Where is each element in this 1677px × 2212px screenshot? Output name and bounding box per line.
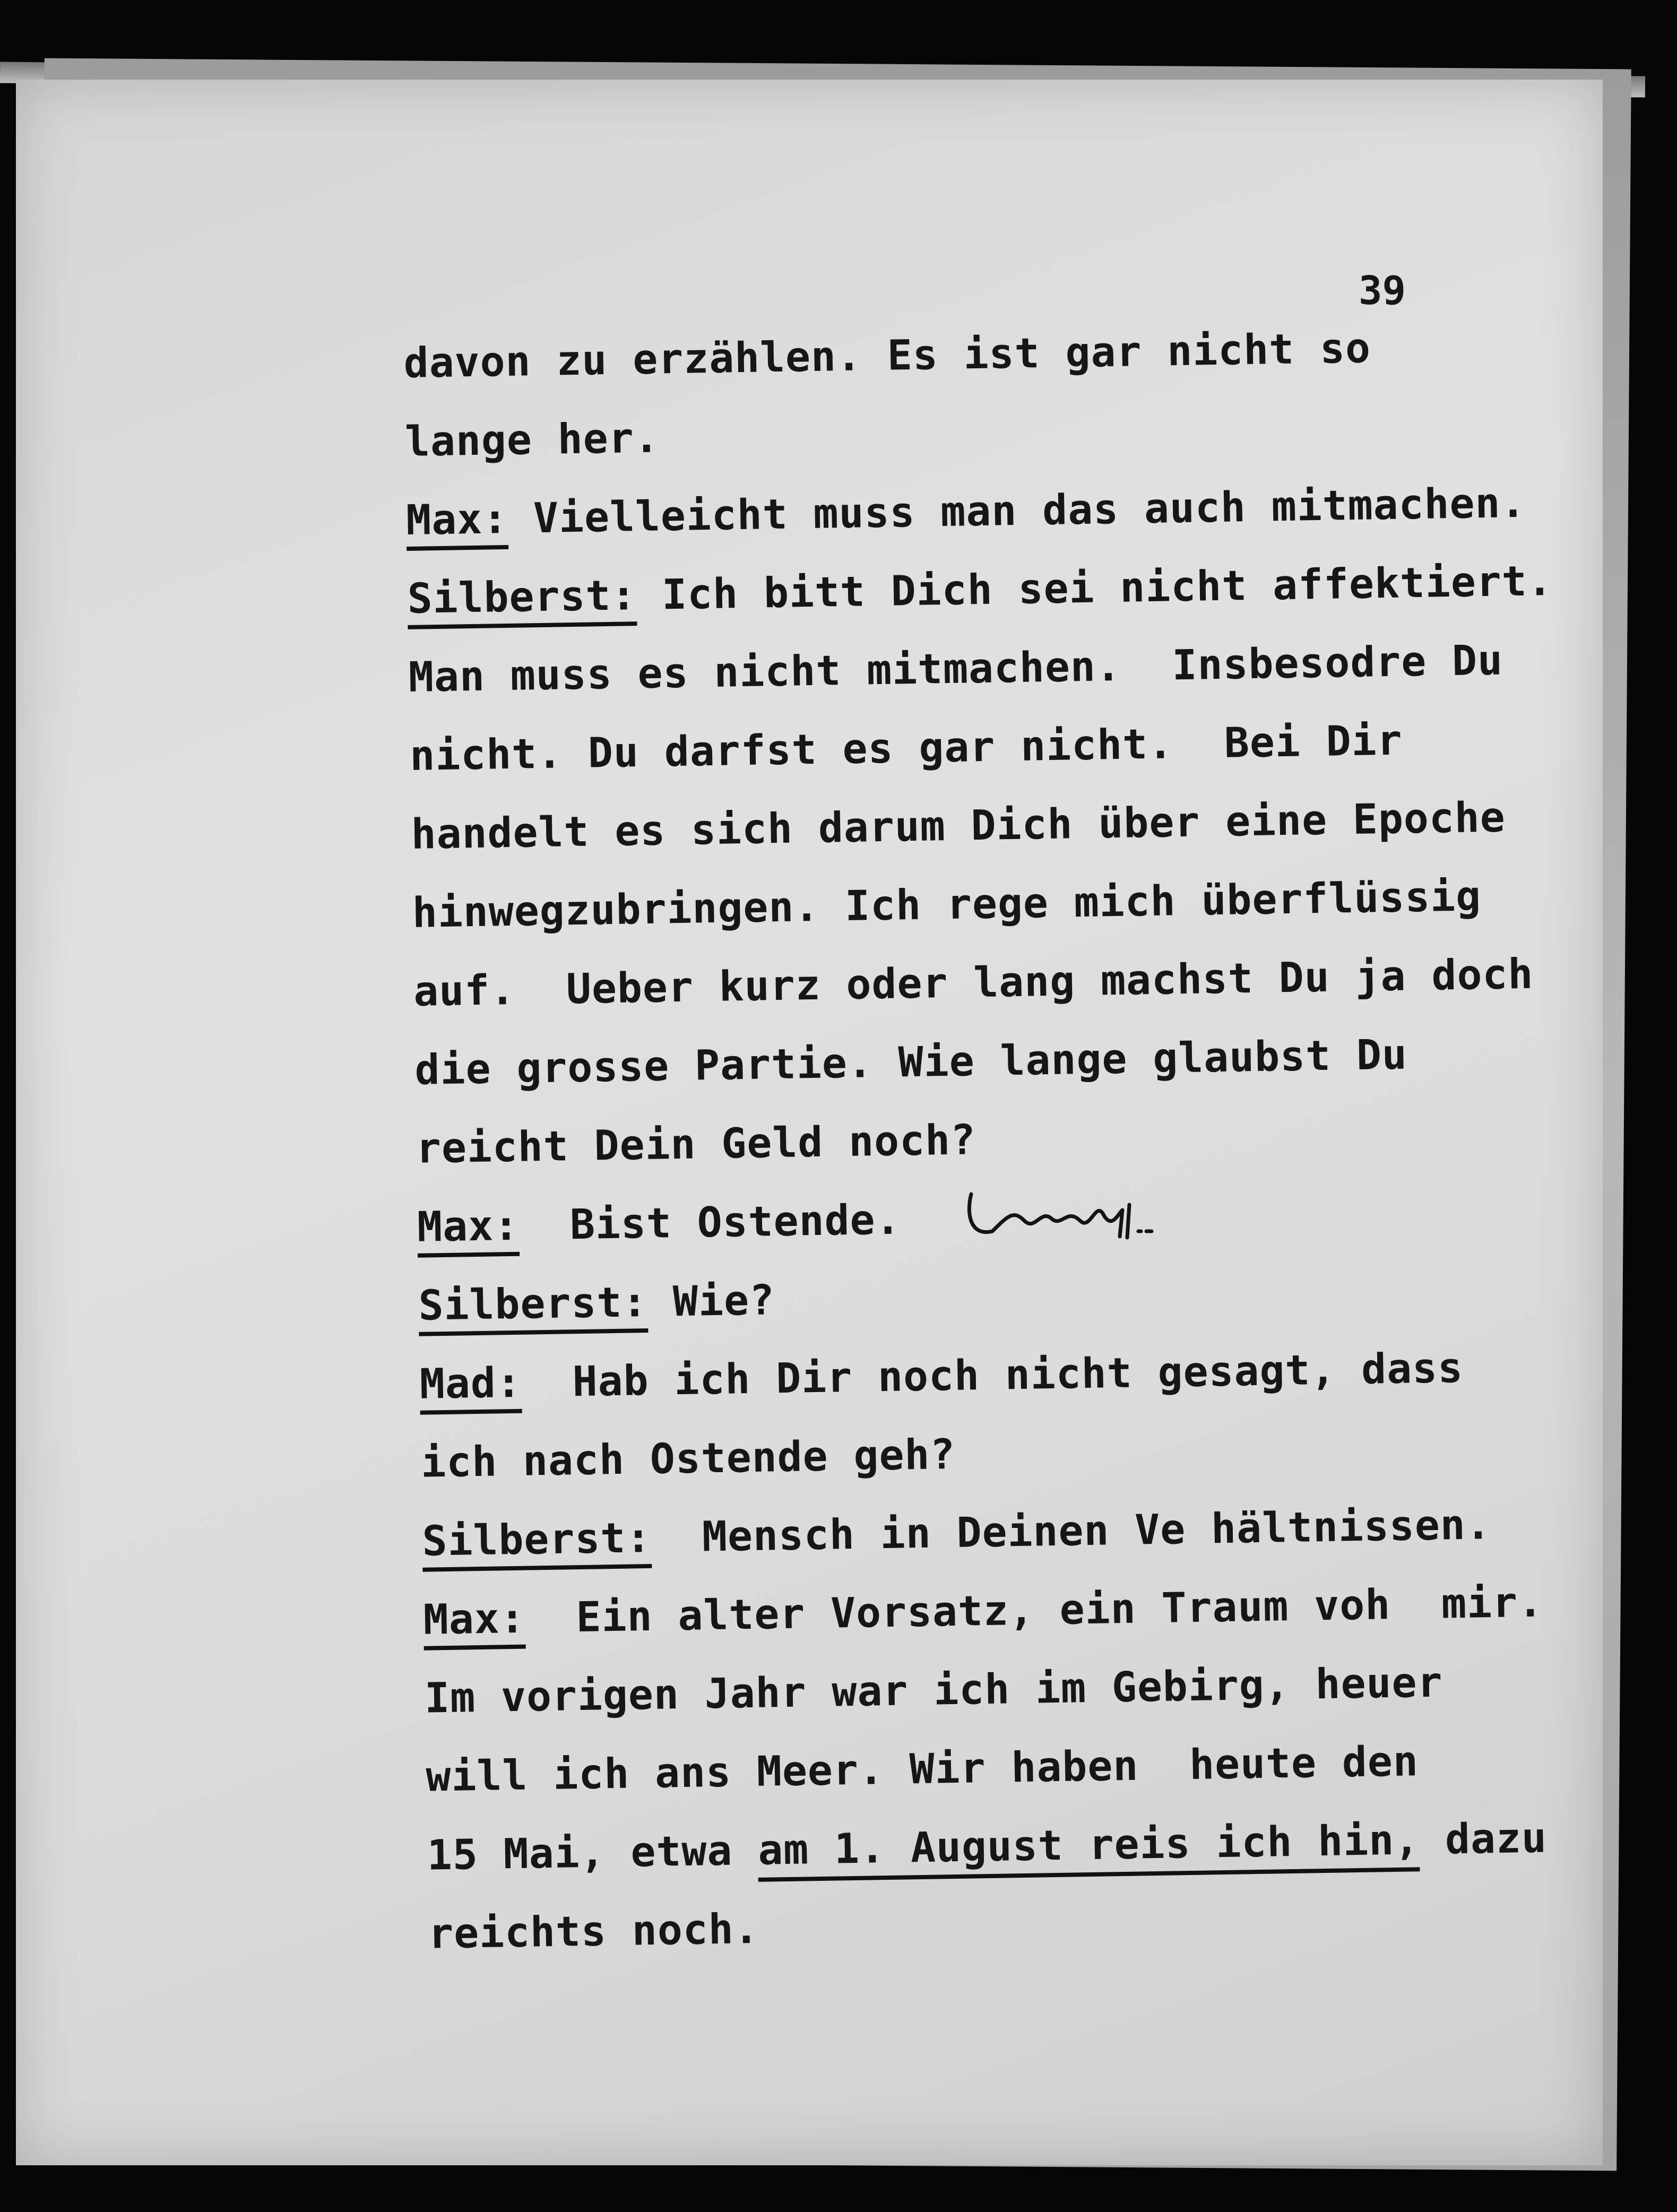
text-line: die grosse Partie. Wie lange glaubst Du bbox=[414, 1031, 1408, 1094]
text-line: Man muss es nicht mitmachen. Insbesodre Du bbox=[408, 636, 1503, 702]
speaker-label: Silberst: bbox=[407, 572, 637, 629]
underlined-phrase: am 1. August reis ich hin, bbox=[758, 1816, 1420, 1882]
text-line: hinwegzubringen. Ich rege mich überflüssig bbox=[412, 872, 1482, 937]
dialogue-line: Mad: Hab ich Dir noch nicht gesagt, dass bbox=[419, 1344, 1464, 1409]
speaker-label: Max: bbox=[417, 1202, 520, 1258]
text-line: Im vorigen Jahr war ich im Gebirg, heuer bbox=[424, 1658, 1443, 1723]
page-number: 39 bbox=[1359, 268, 1406, 314]
text-line: auf. Ueber kurz oder lang machst Du ja doch bbox=[413, 950, 1534, 1016]
dialogue-line: Silberst: Ich bitt Dich sei nicht affektiert. bbox=[407, 557, 1553, 623]
text-line: will ich ans Meer. Wir haben heute den bbox=[425, 1738, 1419, 1801]
text-line: handelt es sich darum Dich über eine Epoche bbox=[410, 793, 1506, 859]
text-line: reichts noch. bbox=[428, 1905, 760, 1958]
dialogue-line: Max: Ein alter Vorsatz, ein Traum voh mir. bbox=[423, 1579, 1543, 1644]
speaker-label: Max: bbox=[423, 1595, 525, 1651]
text-line: 15 Mai, etwa am 1. August reis ich hin, dazu bbox=[427, 1814, 1547, 1880]
text-line: reicht Dein Geld noch? bbox=[416, 1116, 976, 1173]
text-line: davon zu erzählen. Es ist gar nicht so bbox=[403, 324, 1371, 387]
text-line: ich nach Ostende geh? bbox=[420, 1430, 956, 1487]
speaker-label: Silberst: bbox=[418, 1278, 648, 1336]
speaker-label: Mad: bbox=[419, 1359, 522, 1415]
text-line: lange her. bbox=[404, 414, 660, 466]
dialogue-line: Max: Bist Ostende. bbox=[417, 1196, 902, 1251]
text-line: nicht. Du darfst es gar nicht. Bei Dir bbox=[409, 716, 1403, 780]
dialogue-line: Silberst: Mensch in Deinen Ve hältnissen. bbox=[422, 1501, 1491, 1566]
handwritten-annotation bbox=[961, 1178, 1162, 1252]
speaker-label: Silberst: bbox=[422, 1514, 652, 1572]
dialogue-line: Max: Vielleicht muss man das auch mitmachen. bbox=[406, 479, 1526, 545]
speaker-label: Max: bbox=[406, 495, 508, 551]
dialogue-line: Silberst: Wie? bbox=[418, 1276, 775, 1330]
